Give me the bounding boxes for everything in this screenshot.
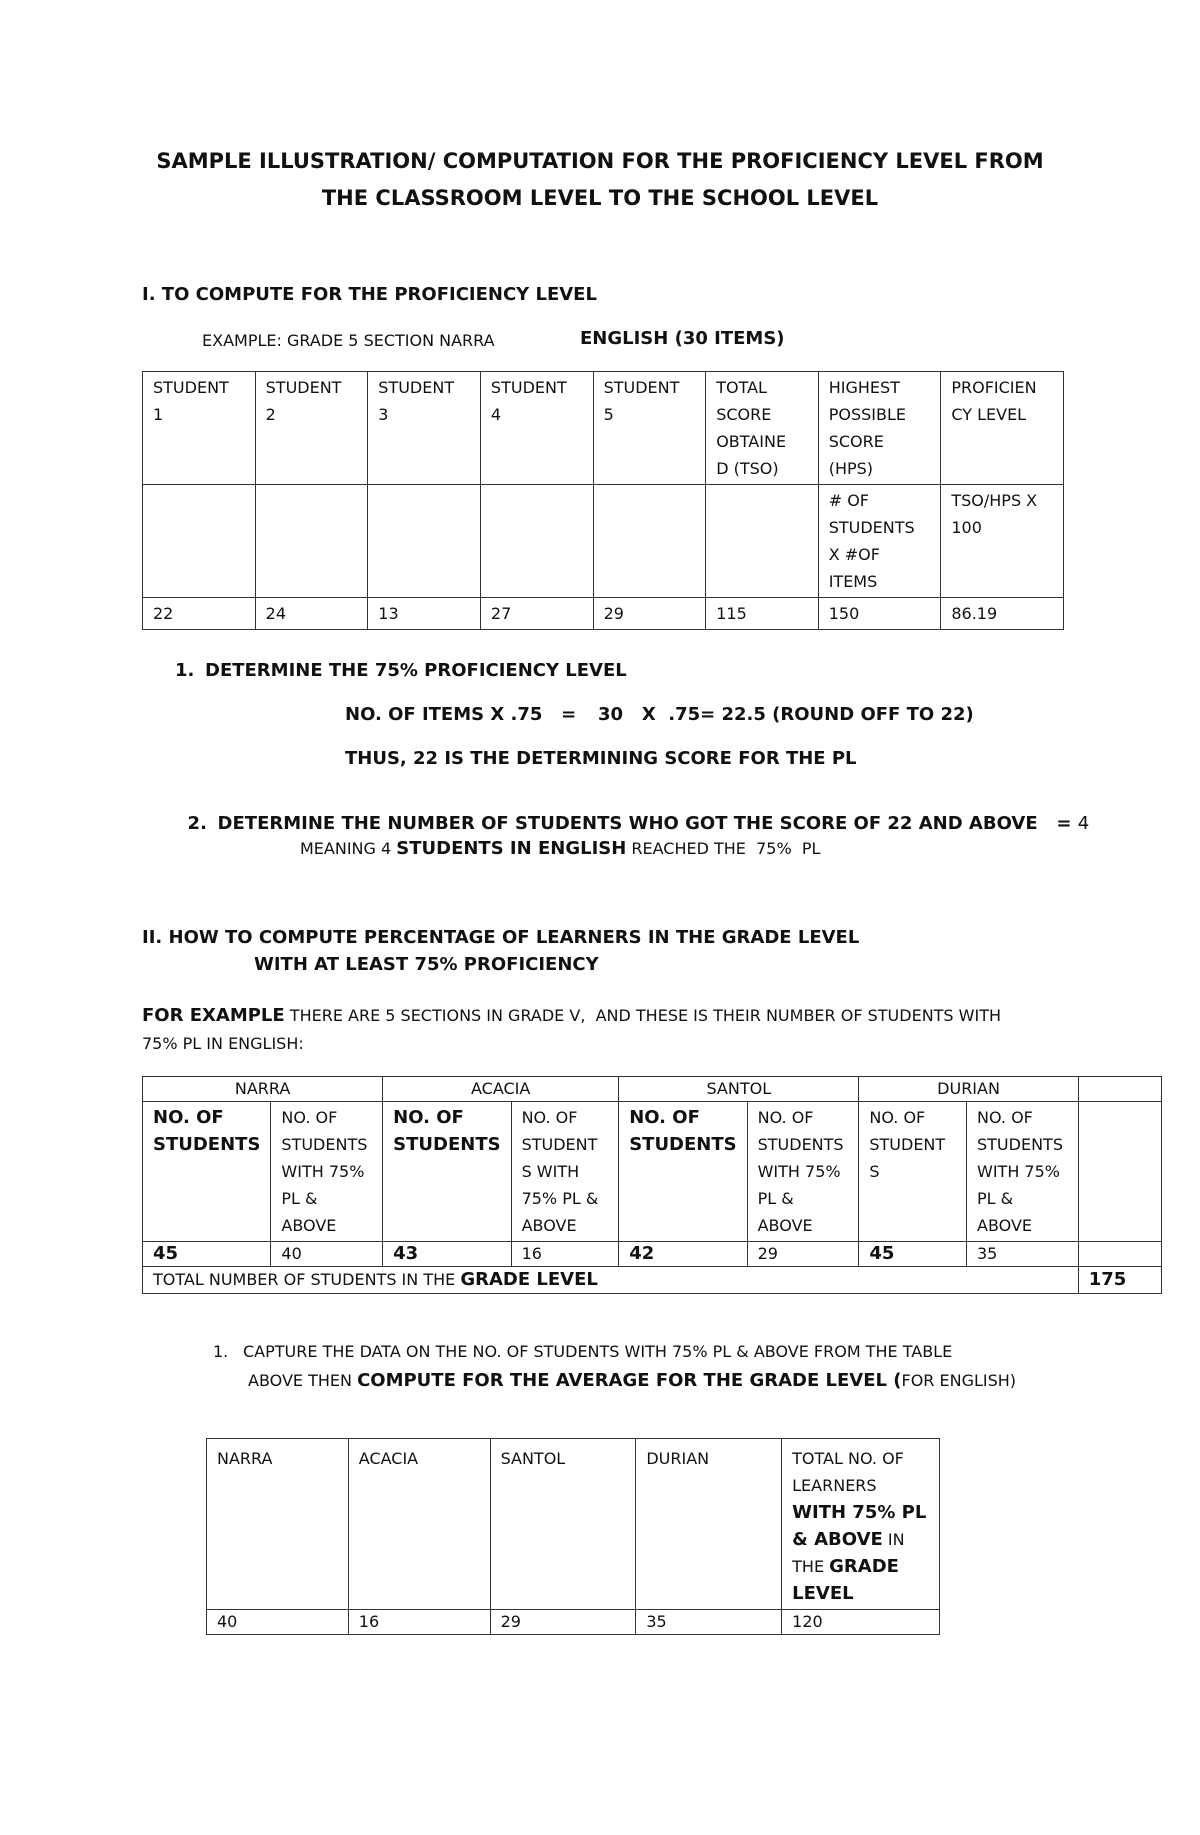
intro-rest: THERE ARE 5 SECTIONS IN GRADE V, AND THESE IS THEIR NUMBER OF STUDENTS WITH bbox=[284, 1006, 1002, 1025]
proficiency-header-row bbox=[143, 372, 1064, 485]
pl-header: PROFICIEN CY LEVEL bbox=[941, 372, 1064, 485]
durian-value: 35 bbox=[636, 1610, 782, 1635]
step-2-text: DETERMINE THE NUMBER OF STUDENTS WHO GOT THE SCORE OF 22 AND ABOVE = bbox=[217, 813, 1072, 834]
section-2-intro bbox=[142, 1005, 1001, 1026]
total-value: 175 bbox=[1078, 1267, 1161, 1294]
section-2-step-1-line-2 bbox=[248, 1370, 1016, 1391]
student-1-header: STUDENT 1 bbox=[143, 372, 256, 485]
durian-students: 45 bbox=[859, 1242, 967, 1267]
section-2-heading-line-1: II. HOW TO COMPUTE PERCENTAGE OF LEARNERS IN THE GRADE LEVEL bbox=[142, 927, 860, 948]
calc-left: NO. OF ITEMS X .75 = bbox=[345, 704, 577, 725]
step-2 bbox=[175, 792, 1089, 834]
narra-students-header: NO. OF STUDENTS bbox=[143, 1102, 271, 1242]
proficiency-table bbox=[142, 371, 1064, 630]
section-2-step-1-line-1 bbox=[213, 1342, 952, 1361]
durian-pl: 35 bbox=[967, 1242, 1079, 1267]
grade-level-table bbox=[142, 1076, 1162, 1294]
meaning-text-bold: STUDENTS IN ENGLISH bbox=[396, 838, 627, 859]
step-line-2-a: ABOVE THEN bbox=[248, 1371, 358, 1390]
example-label: EXAMPLE: GRADE 5 SECTION NARRA bbox=[202, 331, 495, 350]
student-5-header: STUDENT 5 bbox=[593, 372, 706, 485]
section-2-step-1-number: 1. bbox=[213, 1342, 229, 1361]
tso-value: 115 bbox=[706, 598, 819, 630]
empty-cell bbox=[1078, 1102, 1161, 1242]
total-header-text-c: IN THE bbox=[792, 1530, 905, 1576]
formula-cell bbox=[480, 485, 593, 598]
section-narra: NARRA bbox=[143, 1077, 383, 1102]
acacia-pl-header: NO. OF STUDENT S WITH 75% PL & ABOVE bbox=[511, 1102, 619, 1242]
acacia-value: 16 bbox=[348, 1610, 490, 1635]
meaning-text-c: REACHED THE 75% PL bbox=[626, 839, 821, 858]
santol-value: 29 bbox=[490, 1610, 636, 1635]
student-4-header: STUDENT 4 bbox=[480, 372, 593, 485]
determining-score-note: THUS, 22 IS THE DETERMINING SCORE FOR THE PL bbox=[345, 748, 857, 769]
page-title-line-1: SAMPLE ILLUSTRATION/ COMPUTATION FOR THE PROFICIENCY LEVEL FROM bbox=[156, 149, 1044, 173]
section-2-heading-line-2: WITH AT LEAST 75% PROFICIENCY bbox=[254, 954, 599, 975]
student-2-header: STUDENT 2 bbox=[255, 372, 368, 485]
student-4-score: 27 bbox=[480, 598, 593, 630]
step-1 bbox=[175, 660, 627, 681]
pl-value: 86.19 bbox=[941, 598, 1064, 630]
section-1-heading: I. TO COMPUTE FOR THE PROFICIENCY LEVEL bbox=[142, 284, 597, 305]
calc-right: 30 X .75= 22.5 (ROUND OFF TO 22) bbox=[598, 704, 974, 725]
step-line-2-c: FOR ENGLISH) bbox=[901, 1371, 1017, 1390]
formula-cell bbox=[368, 485, 481, 598]
section-durian: DURIAN bbox=[859, 1077, 1078, 1102]
meaning-line bbox=[300, 838, 820, 859]
empty-cell bbox=[1078, 1077, 1161, 1102]
durian-students-header: NO. OF STUDENT S bbox=[859, 1102, 967, 1242]
hps-formula: # OF STUDENTS X #OF ITEMS bbox=[818, 485, 941, 598]
section-values-row bbox=[143, 1242, 1162, 1267]
step-1-text: DETERMINE THE 75% PROFICIENCY LEVEL bbox=[205, 660, 627, 681]
total-header-text-a: TOTAL NO. OF LEARNERS bbox=[792, 1449, 904, 1495]
section-2-step-1-text: CAPTURE THE DATA ON THE NO. OF STUDENTS WITH 75% PL & ABOVE FROM THE TABLE bbox=[243, 1342, 953, 1361]
total-label-bold: GRADE LEVEL bbox=[460, 1269, 598, 1290]
sub-header-row bbox=[143, 1102, 1162, 1242]
santol-pl-header: NO. OF STUDENTS WITH 75% PL & ABOVE bbox=[747, 1102, 859, 1242]
narra-pl-header: NO. OF STUDENTS WITH 75% PL & ABOVE bbox=[271, 1102, 383, 1242]
average-header-row bbox=[207, 1439, 940, 1610]
santol-students: 42 bbox=[619, 1242, 747, 1267]
section-acacia: ACACIA bbox=[383, 1077, 619, 1102]
total-row bbox=[143, 1267, 1162, 1294]
step-2-number: 2. bbox=[187, 813, 207, 834]
sections-row bbox=[143, 1077, 1162, 1102]
acacia-header: ACACIA bbox=[348, 1439, 490, 1610]
student-5-score: 29 bbox=[593, 598, 706, 630]
meaning-text-a: MEANING 4 bbox=[300, 839, 397, 858]
student-3-header: STUDENT 3 bbox=[368, 372, 481, 485]
total-label bbox=[143, 1267, 1079, 1294]
acacia-students: 43 bbox=[383, 1242, 511, 1267]
empty-cell bbox=[1078, 1242, 1161, 1267]
step-line-2-bold: COMPUTE FOR THE AVERAGE FOR THE GRADE LEVEL ( bbox=[357, 1370, 902, 1391]
narra-value: 40 bbox=[207, 1610, 349, 1635]
example-subject: ENGLISH (30 ITEMS) bbox=[580, 328, 785, 349]
narra-pl: 40 bbox=[271, 1242, 383, 1267]
santol-pl: 29 bbox=[747, 1242, 859, 1267]
formula-cell bbox=[706, 485, 819, 598]
durian-header: DURIAN bbox=[636, 1439, 782, 1610]
formula-cell bbox=[593, 485, 706, 598]
santol-header: SANTOL bbox=[490, 1439, 636, 1610]
proficiency-formula-row bbox=[143, 485, 1064, 598]
total-header-bold-d: GRADE LEVEL bbox=[792, 1556, 899, 1604]
average-values-row bbox=[207, 1610, 940, 1635]
total-learners-header bbox=[782, 1439, 940, 1610]
santol-students-header: NO. OF STUDENTS bbox=[619, 1102, 747, 1242]
proficiency-values-row bbox=[143, 598, 1064, 630]
section-2-intro-line-2: 75% PL IN ENGLISH: bbox=[142, 1034, 304, 1053]
hps-header: HIGHEST POSSIBLE SCORE (HPS) bbox=[818, 372, 941, 485]
grade-average-table bbox=[206, 1438, 940, 1635]
section-santol: SANTOL bbox=[619, 1077, 859, 1102]
acacia-pl: 16 bbox=[511, 1242, 619, 1267]
intro-bold: FOR EXAMPLE bbox=[142, 1005, 285, 1026]
step-2-value: 4 bbox=[1077, 813, 1090, 834]
student-1-score: 22 bbox=[143, 598, 256, 630]
page-title-line-2: THE CLASSROOM LEVEL TO THE SCHOOL LEVEL bbox=[321, 186, 879, 210]
hps-value: 150 bbox=[818, 598, 941, 630]
total-label-text: TOTAL NUMBER OF STUDENTS IN THE bbox=[153, 1270, 461, 1289]
durian-pl-header: NO. OF STUDENTS WITH 75% PL & ABOVE bbox=[967, 1102, 1079, 1242]
student-3-score: 13 bbox=[368, 598, 481, 630]
narra-header: NARRA bbox=[207, 1439, 349, 1610]
total-header-bold-b: WITH 75% PL & ABOVE bbox=[792, 1502, 927, 1550]
narra-students: 45 bbox=[143, 1242, 271, 1267]
step-1-number: 1. bbox=[175, 660, 195, 681]
formula-cell bbox=[255, 485, 368, 598]
student-2-score: 24 bbox=[255, 598, 368, 630]
acacia-students-header: NO. OF STUDENTS bbox=[383, 1102, 511, 1242]
tso-header: TOTAL SCORE OBTAINE D (TSO) bbox=[706, 372, 819, 485]
formula-cell bbox=[143, 485, 256, 598]
total-learners-value: 120 bbox=[782, 1610, 940, 1635]
pl-formula: TSO/HPS X 100 bbox=[941, 485, 1064, 598]
